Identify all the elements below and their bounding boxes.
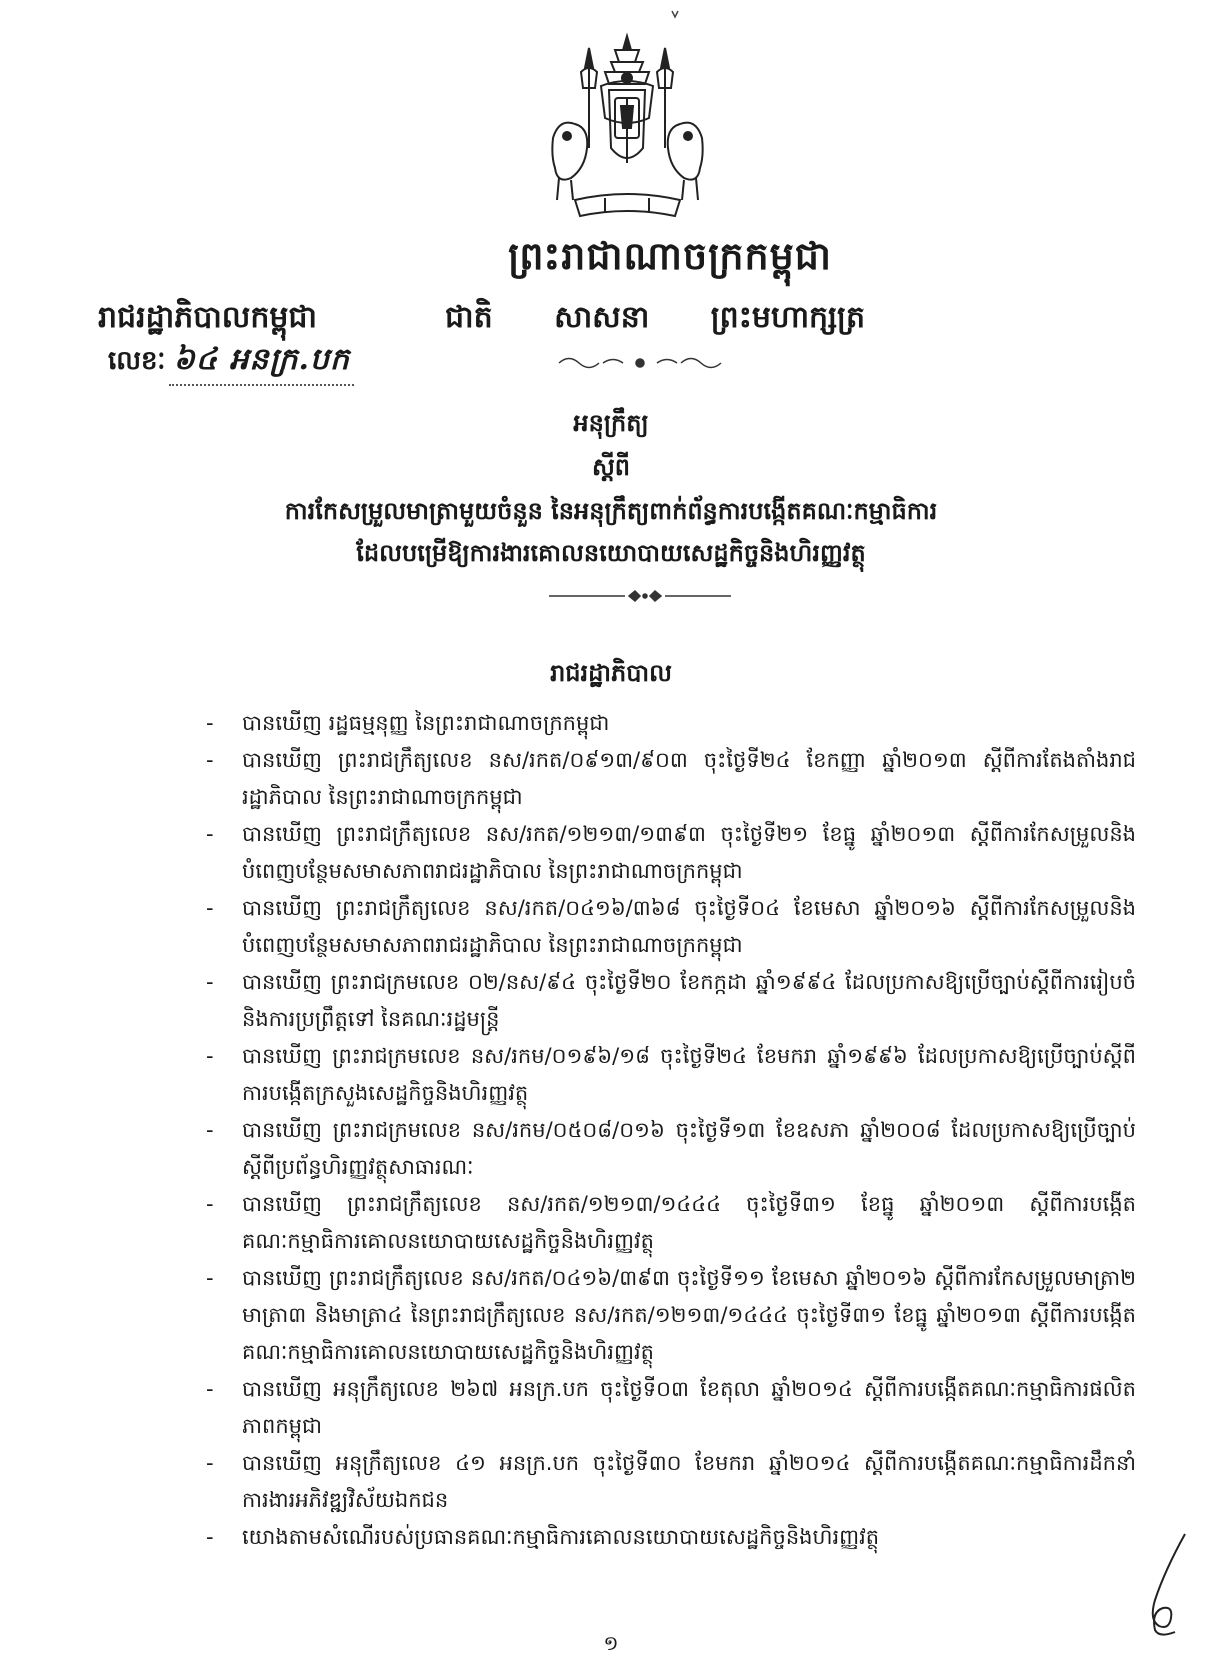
- motto-king: ព្រះមហាក្សត្រ: [710, 300, 865, 335]
- list-item: - បានឃើញ អនុក្រឹត្យលេខ ២៦៧ អនក្រ.បក ចុះថ្ងៃទី០៣ ខែតុលា ឆ្នាំ២០១៤ ស្តីពីការបង្កើតគណៈកម្មាធិការផលិតភាពកម្ពុជា: [206, 1371, 1136, 1445]
- list-item: - បានឃើញ ព្រះរាជក្រឹត្យលេខ នស/រកត/១២១៣/១៤៤៤ ចុះថ្ងៃទី៣១ ខែធ្នូ ឆ្នាំ២០១៣ ស្តីពីការបង្កើតគណៈកម្មាធិការគោលនយោបាយសេដ្ឋកិច្ចនិងហិរញ្ញវត្ថុ: [206, 1186, 1136, 1260]
- kingdom-name: ព្រះរាជាណាចក្រកម្ពុជា: [508, 233, 832, 278]
- list-item: - បានឃើញ រដ្ឋធម្មនុញ្ញ នៃព្រះរាជាណាចក្រកម្ពុជា: [206, 705, 1136, 742]
- national-motto: [445, 298, 865, 342]
- government-name: រាជរដ្ឋាភិបាលកម្ពុជា: [98, 300, 317, 335]
- list-item: - បានឃើញ ព្រះរាជក្រឹត្យលេខ នស/រកត/០៤១៦/៣៦៨ ចុះថ្ងៃទី០៤ ខែមេសា ឆ្នាំ២០១៦ ស្តីពីការកែសម្រួលនិងបំពេញបន្ថែមសមាសភាពរាជរដ្ឋាភិបាល នៃព្រះរាជាណាចក្រកម្ពុជា: [206, 890, 1136, 964]
- document-type: អនុក្រឹត្យ: [573, 409, 649, 437]
- royal-coat-of-arms-icon: [545, 28, 710, 228]
- corner-mark: [670, 4, 680, 14]
- number-label: លេខៈ: [108, 346, 166, 376]
- signature-mark: [1125, 1530, 1205, 1640]
- list-item: - បានឃើញ ព្រះរាជក្រឹត្យលេខ នស/រកត/០៩១៣/៩០៣ ចុះថ្ងៃទី២៤ ខែកញ្ញា ឆ្នាំ២០១៣ ស្តីពីការតែងតាំងរាជរដ្ឋាភិបាល នៃព្រះរាជាណាចក្រកម្ពុជា: [206, 742, 1136, 816]
- document-subject-line-2: ដែលបម្រើឱ្យការងារគោលនយោបាយសេដ្ឋកិច្ចនិងហិរញ្ញវត្ថុ: [356, 539, 866, 567]
- number-value: ៦៤ អនក្រ.បក: [169, 340, 354, 386]
- list-item: - បានឃើញ អនុក្រឹត្យលេខ ៤១ អនក្រ.បក ចុះថ្ងៃទី៣០ ខែមករា ឆ្នាំ២០១៤ ស្តីពីការបង្កើតគណៈកម្មាធិការដឹកនាំការងារអភិវឌ្ឍវិស័យឯកជន: [206, 1445, 1136, 1519]
- title-divider-icon: [545, 588, 735, 604]
- preamble-list: [206, 705, 1136, 1556]
- list-item: - បានឃើញ ព្រះរាជក្រឹត្យលេខ នស/រកត/១២១៣/១៣៩៣ ចុះថ្ងៃទី២១ ខែធ្នូ ឆ្នាំ២០១៣ ស្តីពីការកែសម្រួលនិងបំពេញបន្ថែមសមាសភាពរាជរដ្ឋាភិបាល នៃព្រះរាជាណាចក្រកម្ពុជា: [206, 816, 1136, 890]
- list-item: - បានឃើញ ព្រះរាជក្រមលេខ នស/រកម/០១៩៦/១៨ ចុះថ្ងៃទី២៤ ខែមករា ឆ្នាំ១៩៩៦ ដែលប្រកាសឱ្យប្រើច្បាប់ស្តីពីការបង្កើតក្រសួងសេដ្ឋកិច្ចនិងហិរញ្ញវត្ថុ: [206, 1038, 1136, 1112]
- motto-religion: សាសនា: [554, 300, 650, 335]
- motto-nation: ជាតិ: [445, 300, 493, 335]
- page-number: ១: [603, 1631, 619, 1655]
- document-about: ស្តីពី: [591, 453, 631, 481]
- motto-ornament-icon: [555, 352, 725, 374]
- list-item: - បានឃើញ ព្រះរាជក្រមលេខ នស/រកម/០៥០៨/០១៦ ចុះថ្ងៃទី១៣ ខែឧសភា ឆ្នាំ២០០៨ ដែលប្រកាសឱ្យប្រើច្បាប់ស្តីពីប្រព័ន្ធហិរញ្ញវត្ថុសាធារណៈ: [206, 1112, 1136, 1186]
- document-subject-line-1: ការកែសម្រួលមាត្រាមួយចំនួន នៃអនុក្រឹត្យពាក់ព័ន្ធការបង្កើតគណៈកម្មាធិការ: [284, 497, 938, 525]
- document-number: [108, 340, 354, 386]
- body-heading: រាជរដ្ឋាភិបាល: [550, 659, 672, 687]
- list-item: - បានឃើញ ព្រះរាជក្រឹត្យលេខ នស/រកត/០៤១៦/៣៩៣ ចុះថ្ងៃទី១១ ខែមេសា ឆ្នាំ២០១៦ ស្តីពីការកែសម្រួលមាត្រា២ មាត្រា៣ និងមាត្រា៤ នៃព្រះរាជក្រឹត្យលេខ នស/រកត/១២១៣/១៤៤៤ ចុះថ្ងៃទី៣១ ខែធ្នូ ឆ្នាំ២០១៣ ស្តីពីការបង្កើតគណៈកម្មាធិការគោលនយោបាយសេដ្ឋកិច្ចនិងហិរញ្ញវត្ថុ: [206, 1260, 1136, 1371]
- list-item: - បានឃើញ ព្រះរាជក្រមលេខ ០២/នស/៩៤ ចុះថ្ងៃទី២០ ខែកក្កដា ឆ្នាំ១៩៩៤ ដែលប្រកាសឱ្យប្រើច្បាប់ស្តីពីការរៀបចំនិងការប្រព្រឹត្តទៅ នៃគណៈរដ្ឋមន្ត្រី: [206, 964, 1136, 1038]
- list-item: - យោងតាមសំណើរបស់ប្រធានគណៈកម្មាធិការគោលនយោបាយសេដ្ឋកិច្ចនិងហិរញ្ញវត្ថុ: [206, 1519, 1136, 1556]
